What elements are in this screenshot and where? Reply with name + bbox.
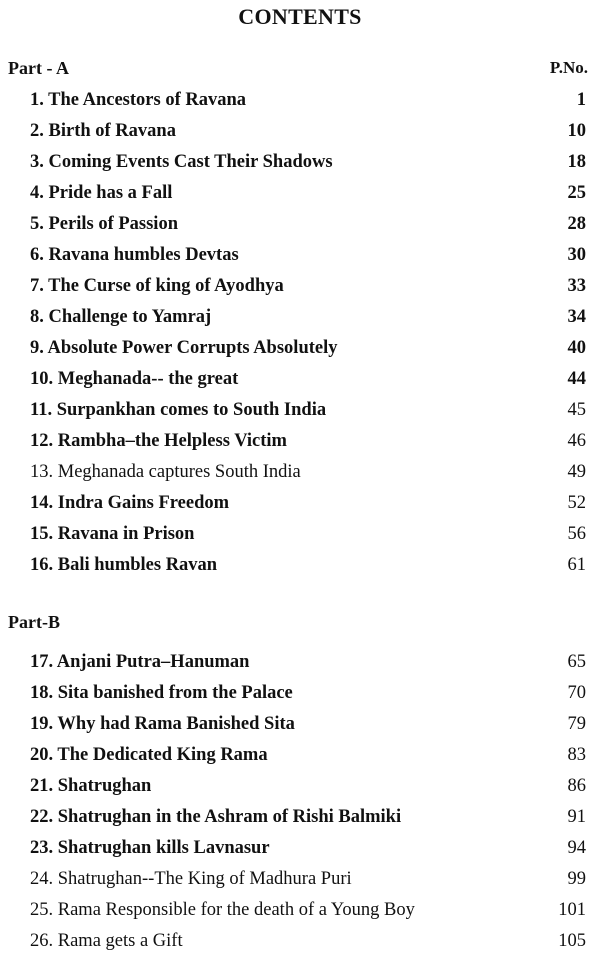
toc-entry-page: 1 (576, 90, 586, 110)
toc-entry-page: 25 (567, 183, 586, 203)
toc-entry-title: 8. Challenge to Yamraj (30, 307, 212, 327)
toc-entry-title: 14. Indra Gains Freedom (30, 493, 230, 513)
toc-entry[interactable] (30, 550, 586, 581)
toc-entry[interactable] (30, 926, 586, 957)
toc-entry-page: 79 (567, 714, 586, 734)
toc-entry-title: 19. Why had Rama Banished Sita (30, 714, 295, 734)
toc-entry[interactable] (30, 271, 586, 302)
page-number-column-header: P.No. (549, 58, 588, 77)
toc-entry-page: 44 (567, 369, 586, 389)
toc-entry-page: 40 (567, 338, 586, 358)
part-a-header (8, 58, 588, 79)
toc-entry-page: 86 (567, 776, 586, 796)
toc-entry[interactable] (30, 895, 586, 926)
toc-entry-page: 101 (558, 900, 586, 920)
toc-entry-title: 9. Absolute Power Corrupts Absolutely (30, 338, 338, 358)
toc-entry-title: 7. The Curse of king of Ayodhya (30, 276, 284, 296)
toc-entry-title: 11. Surpankhan comes to South India (30, 400, 327, 420)
toc-entry-page: 18 (567, 152, 586, 172)
toc-entry[interactable] (30, 240, 586, 271)
toc-entry-title: 17. Anjani Putra–Hanuman (30, 652, 250, 672)
toc-entry[interactable] (30, 395, 586, 426)
toc-entry-title: 13. Meghanada captures South India (30, 462, 301, 482)
toc-entry-title: 18. Sita banished from the Palace (30, 683, 293, 703)
toc-entry-title: 23. Shatrughan kills Lavnasur (30, 838, 270, 858)
toc-entry-title: 2. Birth of Ravana (30, 121, 176, 141)
toc-entry-page: 91 (567, 807, 586, 827)
toc-entry-page: 28 (567, 214, 586, 234)
toc-entry[interactable] (30, 85, 586, 116)
toc-entry-title: 12. Rambha–the Helpless Victim (30, 431, 287, 451)
toc-entry[interactable] (30, 709, 586, 740)
toc-entry-title: 21. Shatrughan (30, 776, 152, 796)
toc-entry[interactable] (30, 740, 586, 771)
toc-entry-page: 70 (567, 683, 586, 703)
toc-entry[interactable] (30, 678, 586, 709)
toc-entry-page: 34 (567, 307, 586, 327)
toc-entry[interactable] (30, 864, 586, 895)
part-b-label: Part-B (8, 612, 60, 632)
toc-entry-title: 10. Meghanada-- the great (30, 369, 239, 389)
toc-entry[interactable] (30, 116, 586, 147)
toc-entry[interactable] (30, 771, 586, 802)
toc-entry-title: 25. Rama Responsible for the death of a Young Boy (30, 900, 415, 920)
toc-entry[interactable] (30, 333, 586, 364)
toc-entry-title: 26. Rama gets a Gift (30, 931, 183, 951)
toc-entry[interactable] (30, 802, 586, 833)
toc-entry-title: 1. The Ancestors of Ravana (30, 90, 247, 110)
toc-entry-page: 10 (567, 121, 586, 141)
toc-entry[interactable] (30, 833, 586, 864)
toc-entry-title: 15. Ravana in Prison (30, 524, 195, 544)
toc-entry[interactable] (30, 209, 586, 240)
toc-entry-page: 61 (567, 555, 586, 575)
toc-entry-title: 20. The Dedicated King Rama (30, 745, 268, 765)
toc-entry[interactable] (30, 488, 586, 519)
toc-entry-page: 99 (567, 869, 586, 889)
toc-entry[interactable] (30, 426, 586, 457)
toc-entry-title: 3. Coming Events Cast Their Shadows (30, 152, 333, 172)
toc-entry-title: 22. Shatrughan in the Ashram of Rishi Balmiki (30, 807, 402, 827)
toc-entry-page: 33 (567, 276, 586, 296)
toc-entry-page: 94 (567, 838, 586, 858)
toc-entry-title: 4. Pride has a Fall (30, 183, 173, 203)
toc-entry[interactable] (30, 178, 586, 209)
toc-entry[interactable] (30, 364, 586, 395)
toc-entry-page: 65 (567, 652, 586, 672)
part-a-list (30, 85, 586, 581)
toc-entry-title: 16. Bali humbles Ravan (30, 555, 218, 575)
toc-entry-page: 49 (567, 462, 586, 482)
toc-entry[interactable] (30, 519, 586, 550)
toc-entry-page: 46 (567, 431, 586, 451)
toc-entry[interactable] (30, 647, 586, 678)
toc-entry-page: 45 (567, 400, 586, 420)
part-b-list (30, 647, 586, 957)
toc-entry[interactable] (30, 302, 586, 333)
toc-entry-page: 30 (567, 245, 586, 265)
toc-entry-title: 5. Perils of Passion (30, 214, 178, 234)
part-a-label: Part - A (8, 58, 69, 78)
toc-entry-page: 83 (567, 745, 586, 765)
toc-entry[interactable] (30, 147, 586, 178)
toc-entry-page: 52 (567, 493, 586, 513)
toc-entry-page: 56 (567, 524, 586, 544)
toc-entry-title: 24. Shatrughan--The King of Madhura Puri (30, 869, 352, 889)
part-b-header (8, 612, 588, 633)
toc-entry[interactable] (30, 457, 586, 488)
page-title: CONTENTS (238, 4, 362, 29)
toc-entry-title: 6. Ravana humbles Devtas (30, 245, 239, 265)
toc-entry-page: 105 (558, 931, 586, 951)
